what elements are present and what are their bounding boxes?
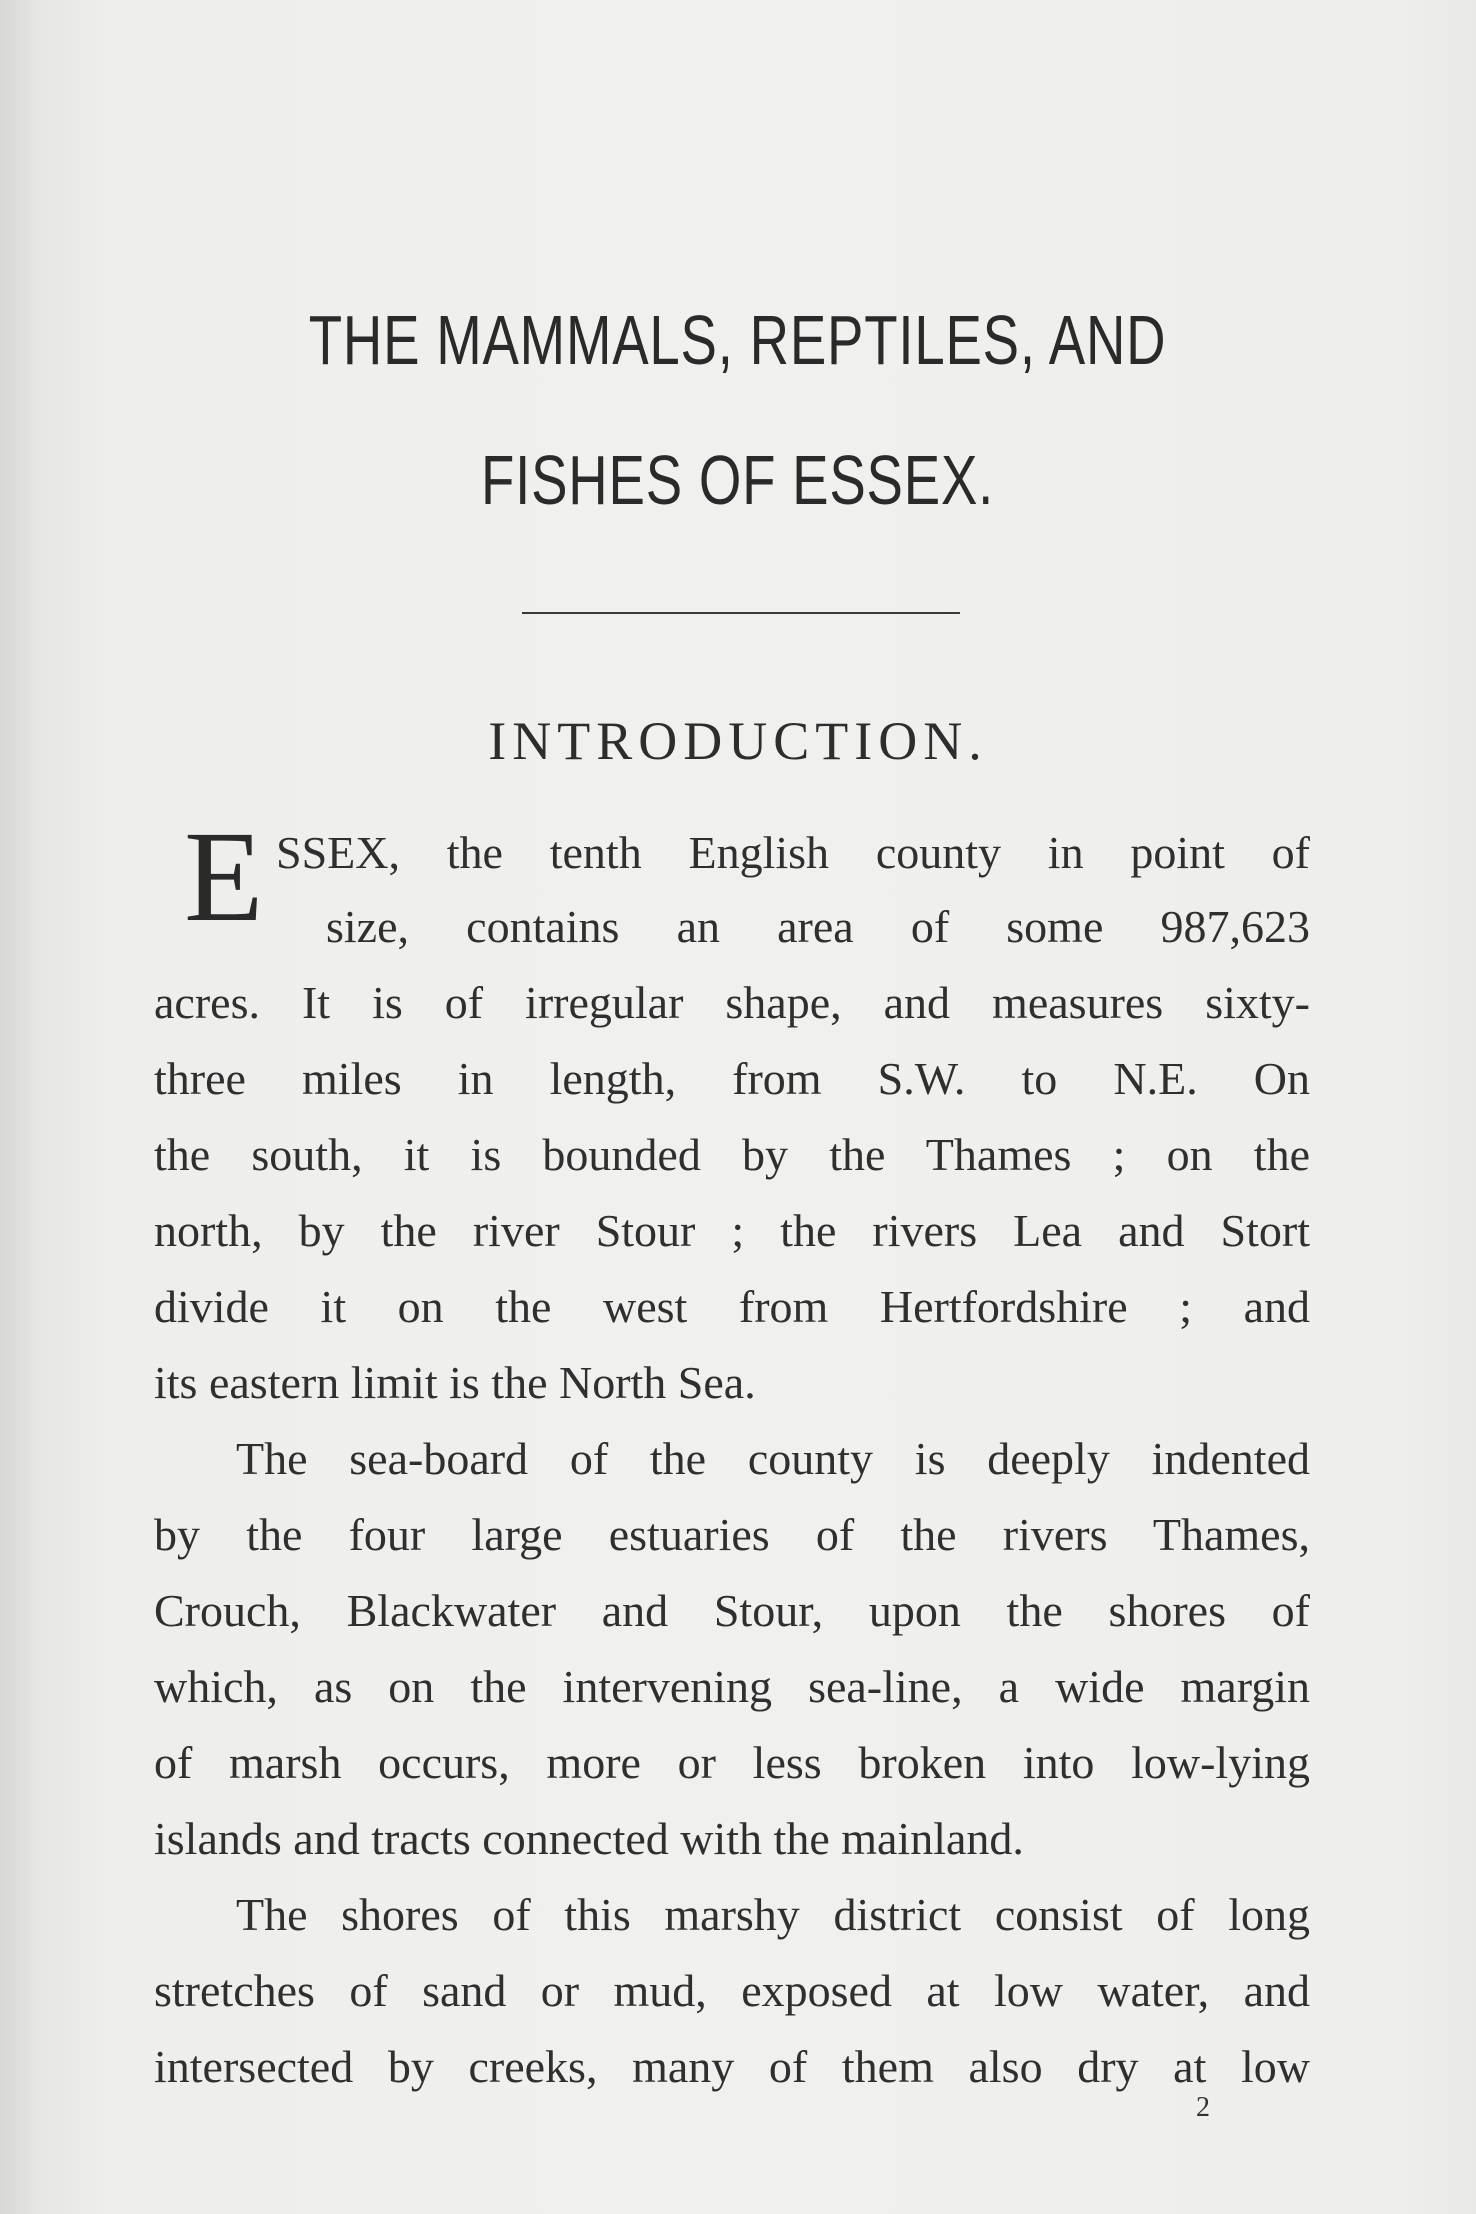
text-line: acres. It is of irregular shape, and measures sixty- bbox=[154, 977, 1310, 1028]
text-line: stretches of sand or mud, exposed at low water, and bbox=[154, 1965, 1310, 2016]
page-number: 2 bbox=[1196, 2092, 1210, 2123]
text-line: three miles in length, from S.W. to N.E. On bbox=[154, 1053, 1310, 1104]
text-line: SSEX, the tenth English county in point of bbox=[276, 827, 1310, 878]
text-line: intersected by creeks, many of them also dry at low bbox=[154, 2041, 1310, 2092]
text-line: islands and tracts connected with the mainland. bbox=[154, 1813, 1024, 1864]
text-line: divide it on the west from Hertfordshire ; and bbox=[154, 1281, 1310, 1332]
text-line: size, contains an area of some 987,623 bbox=[326, 901, 1310, 952]
text-line: which, as on the intervening sea-line, a wide margin bbox=[154, 1661, 1310, 1712]
text-line: The sea-board of the county is deeply indented bbox=[236, 1433, 1310, 1484]
text-line: by the four large estuaries of the rivers Thames, bbox=[154, 1509, 1310, 1560]
section-heading: INTRODUCTION. bbox=[488, 711, 988, 771]
text-line: Crouch, Blackwater and Stour, upon the shores of bbox=[154, 1585, 1310, 1636]
chapter-title-line-1: THE MAMMALS, REPTILES, AND bbox=[308, 301, 1167, 379]
text-line: The shores of this marshy district consist of long bbox=[236, 1889, 1310, 1940]
chapter-title-line-2: FISHES OF ESSEX. bbox=[481, 441, 995, 519]
text-line: the south, it is bounded by the Thames ; on the bbox=[154, 1129, 1310, 1180]
text-line: its eastern limit is the North Sea. bbox=[154, 1357, 756, 1408]
text-line: north, by the river Stour ; the rivers Lea and Stort bbox=[154, 1205, 1310, 1256]
text-line: of marsh occurs, more or less broken into low-lying bbox=[154, 1737, 1310, 1788]
title-divider bbox=[522, 612, 960, 614]
drop-cap: E bbox=[184, 805, 264, 949]
